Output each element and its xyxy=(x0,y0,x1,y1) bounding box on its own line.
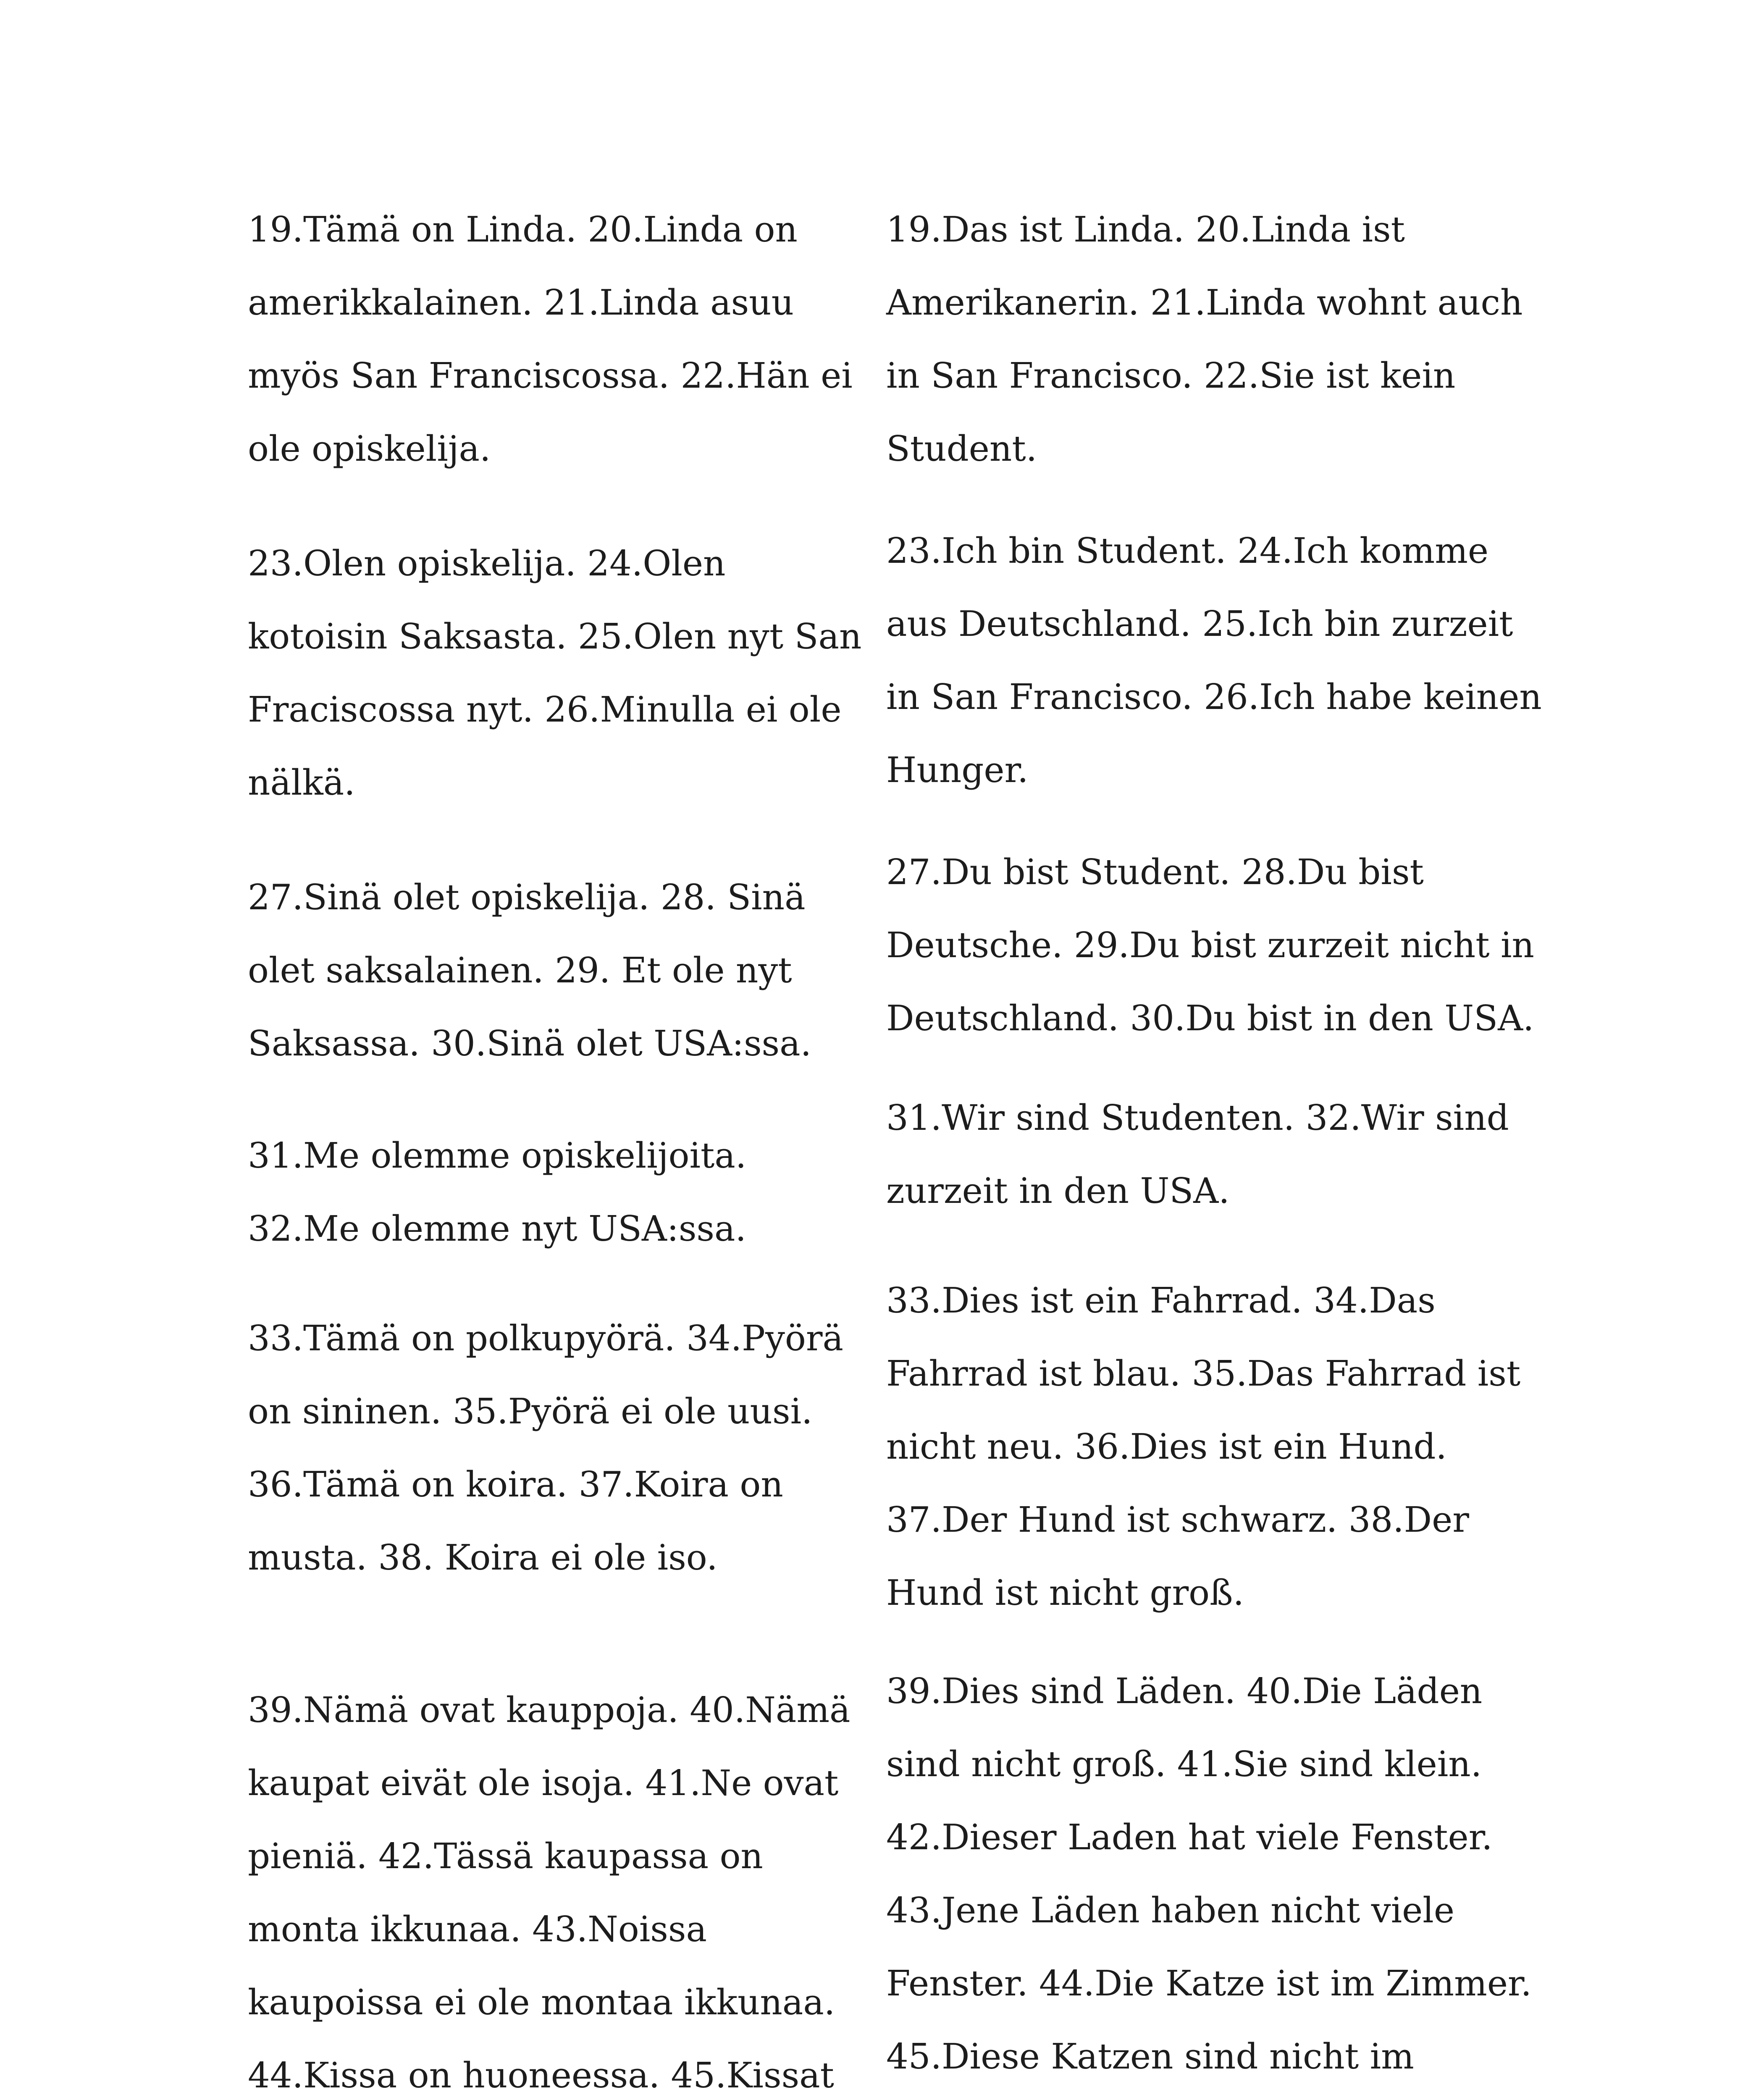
german-paragraph-line: aus Deutschland. 25.Ich bin zurzeit xyxy=(886,604,1513,644)
german-paragraph-6 xyxy=(886,1655,1532,2100)
german-paragraph-line: Amerikanerin. 21.Linda wohnt auch xyxy=(886,282,1523,323)
german-paragraph-line: 23.Ich bin Student. 24.Ich komme xyxy=(886,530,1489,571)
finnish-paragraph-5 xyxy=(248,1302,843,1594)
german-paragraph-line: Hund ist nicht groß. xyxy=(886,1572,1244,1613)
finnish-paragraph-line: 32.Me olemme nyt USA:ssa. xyxy=(248,1208,746,1249)
finnish-paragraph-line: amerikkalainen. 21.Linda asuu xyxy=(248,282,794,323)
german-paragraph-line: 45.Diese Katzen sind nicht im xyxy=(886,2036,1414,2077)
german-paragraph-line: 43.Jene Läden haben nicht viele xyxy=(886,1890,1454,1931)
german-paragraph-line: 39.Dies sind Läden. 40.Die Läden xyxy=(886,1671,1483,1712)
german-paragraph-line: Deutschland. 30.Du bist in den USA. xyxy=(886,998,1534,1039)
german-paragraph-line: sind nicht groß. 41.Sie sind klein. xyxy=(886,1744,1482,1785)
finnish-paragraph-line: Fraciscossa nyt. 26.Minulla ei ole xyxy=(248,689,842,730)
german-paragraph-line xyxy=(886,2093,1532,2100)
finnish-paragraph-1 xyxy=(248,193,853,486)
german-paragraph-line: in San Francisco. 22.Sie ist kein xyxy=(886,355,1456,396)
finnish-paragraph-line: on sininen. 35.Pyörä ei ole uusi. xyxy=(248,1391,813,1432)
finnish-paragraph-line: monta ikkunaa. 43.Noissa xyxy=(248,1909,707,1950)
german-paragraph-2 xyxy=(886,514,1542,807)
german-paragraph-line: zurzeit in den USA. xyxy=(886,1171,1230,1211)
finnish-paragraph-line: pieniä. 42.Tässä kaupassa on xyxy=(248,1836,763,1877)
finnish-paragraph-line: 36.Tämä on koira. 37.Koira on xyxy=(248,1464,783,1505)
finnish-paragraph-line: 31.Me olemme opiskelijoita. xyxy=(248,1135,747,1176)
finnish-paragraph-3 xyxy=(248,861,811,1080)
german-paragraph-5 xyxy=(886,1264,1520,1630)
german-paragraph-4 xyxy=(886,1082,1509,1228)
german-paragraph-line: Fenster. 44.Die Katze ist im Zimmer. xyxy=(886,1963,1532,2004)
finnish-paragraph-line: musta. 38. Koira ei ole iso. xyxy=(248,1537,718,1578)
finnish-paragraph-line: 39.Nämä ovat kauppoja. 40.Nämä xyxy=(248,1690,850,1730)
finnish-paragraph-line: 27.Sinä olet opiskelija. 28. Sinä xyxy=(248,877,806,918)
finnish-paragraph-line: nälkä. xyxy=(248,762,355,803)
german-paragraph-line: 19.Das ist Linda. 20.Linda ist xyxy=(886,209,1405,250)
german-paragraph-line: 27.Du bist Student. 28.Du bist xyxy=(886,852,1424,892)
german-paragraph-line: Fahrrad ist blau. 35.Das Fahrrad ist xyxy=(886,1353,1521,1394)
finnish-paragraph-line: olet saksalainen. 29. Et ole nyt xyxy=(248,950,792,991)
german-paragraph-1 xyxy=(886,193,1522,486)
german-paragraph-3 xyxy=(886,836,1534,1055)
finnish-paragraph-line: kotoisin Saksasta. 25.Olen nyt San xyxy=(248,616,862,657)
german-paragraph-line: Deutsche. 29.Du bist zurzeit nicht in xyxy=(886,925,1534,966)
finnish-paragraph-line: 33.Tämä on polkupyörä. 34.Pyörä xyxy=(248,1318,844,1359)
finnish-paragraph-2 xyxy=(248,527,861,819)
german-paragraph-line: nicht neu. 36.Dies ist ein Hund. xyxy=(886,1426,1447,1467)
finnish-paragraph-line: kaupoissa ei ole montaa ikkunaa. xyxy=(248,1982,835,2023)
finnish-paragraph-line: Saksassa. 30.Sinä olet USA:ssa. xyxy=(248,1023,812,1064)
german-paragraph-line: in San Francisco. 26.Ich habe keinen xyxy=(886,677,1542,717)
german-paragraph-line: 33.Dies ist ein Fahrrad. 34.Das xyxy=(886,1280,1436,1321)
finnish-paragraph-line: 44.Kissa on huoneessa. 45.Kissat xyxy=(248,2055,835,2096)
german-paragraph-line: 37.Der Hund ist schwarz. 38.Der xyxy=(886,1499,1469,1540)
finnish-paragraph-line: kaupat eivät ole isoja. 41.Ne ovat xyxy=(248,1763,839,1803)
finnish-paragraph-line: ole opiskelija. xyxy=(248,428,491,469)
german-paragraph-line: 31.Wir sind Studenten. 32.Wir sind xyxy=(886,1097,1509,1138)
german-paragraph-line: 42.Dieser Laden hat viele Fenster. xyxy=(886,1817,1493,1858)
german-paragraph-line: Student. xyxy=(886,428,1037,469)
finnish-paragraph-line: 19.Tämä on Linda. 20.Linda on xyxy=(248,209,798,250)
finnish-paragraph-4 xyxy=(248,1119,746,1265)
finnish-paragraph-6 xyxy=(248,1674,850,2100)
finnish-paragraph-line: 23.Olen opiskelija. 24.Olen xyxy=(248,543,726,584)
german-paragraph-line: Hunger. xyxy=(886,750,1029,790)
finnish-paragraph-line: myös San Franciscossa. 22.Hän ei xyxy=(248,355,853,396)
